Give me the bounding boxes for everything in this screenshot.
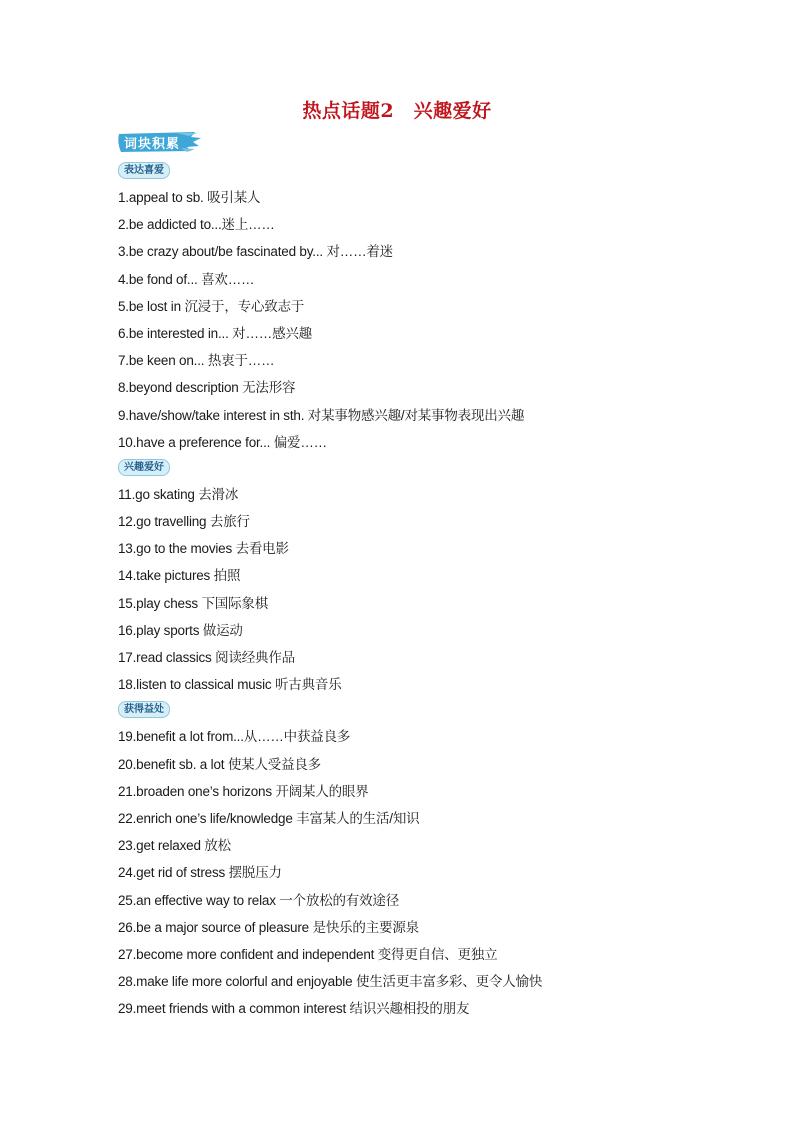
list-item: 28.make life more colorful and enjoyable 使生活更丰富多彩、更令人愉快 (118, 974, 543, 990)
list-item: 1.appeal to sb. 吸引某人 (118, 190, 261, 205)
list-item: 6.be interested in... 对……感兴趣 (118, 325, 312, 341)
section-tag: 兴趣爱好 (118, 459, 170, 476)
list-item: 20.benefit sb. a lot 使某人受益良多 (118, 756, 321, 772)
list-item: 21.broaden one’s horizons 开阔某人的眼界 (118, 783, 369, 799)
list-item: 2.be addicted to...迷上…… (118, 217, 275, 233)
list-item: 10.have a preference for... 偏爱…… (118, 434, 327, 450)
list-item: 16.play sports 做运动 (118, 622, 243, 638)
banner-label: 词块积累 (124, 137, 181, 152)
section-hobbies (118, 457, 718, 699)
list-item: 11.go skating 去滑冰 (118, 486, 239, 502)
list-item: 23.get relaxed 放松 (118, 838, 231, 854)
list-item: 14.take pictures 拍照 (118, 568, 241, 584)
list-item: 8.beyond description 无法形容 (118, 380, 296, 396)
list-item: 22.enrich one’s life/knowledge 丰富某人的生活/知识 (118, 810, 420, 826)
section-benefits (118, 699, 718, 1022)
list-item: 7.be keen on... 热衷于…… (118, 353, 275, 369)
list-item: 18.listen to classical music 听古典音乐 (118, 677, 342, 693)
section-tag: 表达喜爱 (118, 162, 170, 179)
section-tag: 获得益处 (118, 701, 170, 718)
list-item: 26.be a major source of pleasure 是快乐的主要源泉 (118, 919, 419, 935)
list-item: 15.play chess 下国际象棋 (118, 595, 268, 611)
phrase-list (118, 160, 718, 1022)
list-item: 4.be fond of... 喜欢…… (118, 271, 255, 287)
list-item: 27.become more confident and independent 变得更自信、更独立 (118, 946, 498, 962)
list-item: 19.benefit a lot from...从……中获益良多 (118, 729, 351, 745)
list-item: 9.have/show/take interest in sth. 对某事物感兴趣/对某事物表现出兴趣 (118, 407, 525, 423)
list-item: 29.meet friends with a common interest 结识兴趣相投的朋友 (118, 1001, 470, 1017)
section-banner (117, 131, 203, 153)
list-item: 3.be crazy about/be fascinated by... 对……着迷 (118, 244, 393, 260)
list-item: 25.an effective way to relax 一个放松的有效途径 (118, 892, 399, 908)
list-item: 17.read classics 阅读经典作品 (118, 650, 295, 665)
list-item: 13.go to the movies 去看电影 (118, 541, 289, 557)
list-item: 5.be lost in 沉浸于，专心致志于 (118, 298, 305, 314)
list-item: 24.get rid of stress 摆脱压力 (118, 865, 282, 881)
list-item: 12.go travelling 去旅行 (118, 514, 250, 530)
section-express-love (118, 160, 718, 456)
page-title: 热点话题2 兴趣爱好 (302, 100, 492, 122)
